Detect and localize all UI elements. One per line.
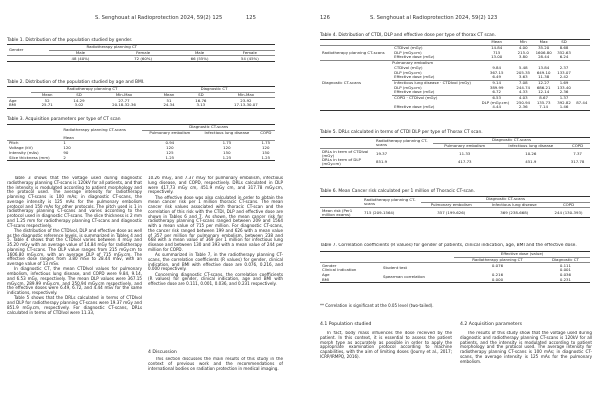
table-row: Gender Student test 0.076 0.111 (322, 262, 571, 271)
table1-cell: 72 (60%) (134, 55, 153, 61)
paragraph: The distribution of the CTDIvol, DLP and effective dose as well as the diagnostic reference levels, is summarized in Tables 4 and 5. Table 4 shows that the CTDIvol varies between 4 mGy and 35.20 mGy with an average value of 14.84 mGy for radiotherapy planning CT-scans. The DLP value ranges from 215 mGy.cm to 1606.80 mGy.cm, with an average DLP of 715 mGy.cm. The effective dose ranges from 3.80 mSv to 28.44 mSv, with an average value of 13 mSv. (7, 227, 142, 266)
right-page (300, 0, 600, 400)
body-column-right: The results of this study show that the voltage used during diagnostic and radiotherapy planning CT-scans is 120kV for all patients, and the intensity is modulated according to patient morphology and the protocol used. The average intensity for radiotherapy planning CT-scans is 100 mAs; in diagnostic CT-scans, the average intensity is 125 mAs for the pulmonary embolism. (460, 331, 592, 364)
table5: Radiotherapy planning CT-scans Diagnostic CT-scans Pulmonary embolism Infectious lung disease COPD DRLs in term of CTDIvol (mGy) 19.37 11.33 10.26 7.37 DRLs in term of DLP (mGy.cm) 851.9 417.73 451.9 317.78 (320, 137, 590, 168)
table7-note: ** Correlation is significant at the 0.05 level (two-tailed). (320, 303, 434, 308)
table2-col: Min-Max (115, 92, 133, 98)
table2-col: SD (198, 92, 204, 98)
table-row: DLP (mGy.cm) 250.94 135.73 392.82 87.44 (481, 99, 588, 105)
table4-group-label: Pulmonary embolism (392, 60, 434, 66)
table1-col: Male (194, 50, 205, 56)
table2-col: Mean (163, 92, 175, 98)
body-column-left (7, 176, 142, 396)
table-row: Age Spearman correlation 0.216 0.036 (322, 272, 571, 280)
table-row: COPD · CTDIvol (mGy) 6.53 4.03 8.67 1.37 (394, 94, 569, 100)
table2-col: Min-Max (237, 92, 255, 98)
table3-group-header: Radiotherapy planning CT-scans (63, 127, 126, 133)
table-row: Effective dose (mSv) 4.44 2.36 7.14 1.46 (320, 105, 590, 110)
paragraph: In diagnostic CT, the mean CTDIvol values for pulmonary embolism, infectious lung disease, and COPD were 9.84, 9.14, and 6.53 mGy, respectively. The mean DLP values were 367.15 mGy.cm, 289.99 mGy.cm, and 250.94 mGy.cm respectively, and the effective doses were 6.49, 6.72, and 4.44 mSv for the same indications, respectively. (7, 266, 142, 295)
table-row: Mean risk (Per1 million exams) 715 (209-1564) 357 (199-626) 369 (238-668) 244 (130-393) (320, 208, 590, 218)
table-row: DRLs in term of CTDIvol (mGy) 19.37 11.33 10.26 7.37 (322, 148, 582, 158)
table1-caption: Table 1. Distribution of the population studied by gender. (7, 38, 133, 43)
table2 (7, 86, 275, 109)
table-row: Pitch 1 0.94 1.75 1.75 (9, 140, 271, 146)
table-row: Effective dose (mSv) 13.00 3.80 28.44 6.24 (320, 55, 590, 60)
table-row: Radiotherapy planning CT-scans CTDIvol (mGy) 14.84 4.00 35.20 8.68 (320, 45, 590, 50)
table2-group-header: Radiotherapy planning CT (31, 87, 153, 93)
table-row: Effective dose (mSv) 6.49 3.63 11.38 2.42 (320, 75, 590, 80)
table-row: Effective dose (mSv) 6.72 4.33 12.14 2.36 (320, 90, 590, 95)
section-paragraph: This section discusses the main results of this study in the context of previous work and the recommendations of international bodies on radiation protection in medical imaging. (148, 357, 283, 371)
table-row: Age 52 14.29 27-77 51 16.76 23-92 (9, 97, 252, 103)
table2-col: Mean (41, 92, 53, 98)
table1-group-header: Radiotherapy planning CT (49, 45, 174, 51)
table-row: DLP (mGy.cm) 715 215.0 1606.80 352.63 (394, 49, 571, 55)
table4-side-label: Diagnostic CT-scans (322, 79, 361, 85)
table-row: BMI 25.71 3.02 20.18-32.36 24.34 3.13 17.13-30.07 (7, 103, 275, 108)
table1 (7, 44, 275, 62)
table7-caption: Table 7. Correlation coefficients (R values) for gender of patients, clinical indication, age, BMI and the effective dose. (320, 243, 577, 248)
body-column-right (148, 176, 283, 346)
running-head: S. Senghouat al Radioprotection 2024, 59(2) 123 (370, 15, 498, 21)
table4: Mean Min Max SD Radiotherapy planning CT-scans CTDIvol (mGy) 14.84 4.00 35.20 8.68 DLP (mGy.cm) 715 215.0 1606.80 352.63 Effective dose (mSv) 13.00 3.80 28.44 6.24 Diagnostic CT-scans Pulmonary embolism CTDIvol (mGy) 9.84 5.48 13.84 2.37 DLP (mGy.cm) 367.15 205.35 649.10 133.07 Effective dose (mSv) 6.49 3.63 11.38 2.42 Infectious lung disease · CTDIvol (mGy) 9.14 7.08 12.27 1.69 DLP (mGy.cm) 389.99 244.74 686.21 133.40 Effective dose (mSv) 6.72 4.33 12.14 2.36 COPD · CTDIvol (mGy) 6.53 4.03 8.67 1.37 DLP (mGy.cm) 250.94 135.73 392.82 87.44 Effective dose (mSv) 4.44 2.36 7.14 1.46 (320, 39, 590, 111)
running-head: S. Senghouat al Radioprotection 2024, 59(2) 125 (95, 15, 223, 21)
table6: Radiotherapy planning CT-scans Diagnostic CT-scans Pulmonary embolism Infectious lung disease COPD Mean risk (Per1 million exams) 715 (209-1564) 357 (199-626) 369 (238-668) 244 (130-393) (320, 196, 590, 218)
table1-col: Female (242, 50, 257, 56)
table5-caption: Table 5. DRLs calculated in terms of CTDI DLP per type of Thorax CT scan. (320, 130, 483, 135)
table-row: Slice thickness (mm) 2 1.25 1.25 1.25 (7, 155, 275, 160)
table7: Effective dose (value) Radiotherapy planning CT Diagnostic CT Gender Student test 0.076 0.111 Clinical indication 0.001 Age Spearman correlation 0.216 0.036 BMI 0.000 0.231 (320, 251, 590, 283)
paragraph: Table 3 shows that the voltage used during diagnostic radiotherapy planning CT-scans is 120kV for all patients, and that the intensity is modulated according to patient morphology and the protocol used. The average intensity for radiotherapy planning CT-scans is 100 mAs; in diagnostic CT-scans, the average intensity is 125 mAs for the pulmonary embolism protocol and 150 mAs for other protocols. The pitch used is 1 in radiotherapy planning CT-scans and varies according to the protocol used in diagnostic CT-scans. The slice thickness is 2 mm and 1.25 mm for radiotherapy planning CT-scans and diagnostic CT-scans respectively. (7, 176, 142, 228)
body-column-left: In fact, body mass influences the dose received by the patient. In this context, it is essential to assess the patient morph type as accurately as possible in order to apply the appropriate examination protocol according to machine capabilities, with the aim of limiting doses (Journy et al., 2017; ICRP/IRMPQ, 2016). (320, 331, 452, 359)
table2-col: SD (76, 92, 82, 98)
table3-group-header: Diagnostic CT-scans (142, 125, 275, 131)
table4-caption: Table 4. Distribution of CTDI, DLP and effective dose per type of thorax CT scan. (320, 33, 496, 38)
table-row: Intensity (mAs) 90 125 150 150 (9, 149, 270, 155)
paragraph: Concerning diagnostic CT-scans, the correlation coefficients (R values) for gender, clinical indication, age and BMI with effective dose are 0.111, 0.001, 0.036, and 0.231 respectively. (148, 271, 283, 286)
table2-caption: Table 2. Distribution of the population studied by age and BMI. (7, 80, 145, 85)
table-row: Clinical indication 0.001 (322, 267, 571, 273)
section-title: 4 Discussion (148, 350, 177, 355)
table4-group-label: Radiotherapy planning CT-scans (322, 49, 385, 55)
table-row: DRLs in term of DLP (mGy.cm) 851.9 417.73 451.9 317.78 (320, 158, 590, 167)
paragraph: As summarized in Table 7, in the radiotherapy planning CT-scans, the correlation coefficients (R values) for gender, clinical indication, and BMI with effective dose are 0.076, 0.216, and 0.000 respectively. (148, 252, 283, 272)
subsection-title: 4.1 Population studied (320, 322, 372, 327)
table-row: Infectious lung disease · CTDIvol (mGy) 9.14 7.08 12.27 1.69 (394, 79, 569, 85)
table1-col: Male (75, 50, 86, 56)
table-row: BMI 0.000 0.231 (320, 277, 590, 282)
table3-caption: Table 3. Acquisition parameters per type of CT scan (7, 117, 121, 122)
subsection-title: 4.2 Acquisition parameters (460, 322, 523, 327)
table3: Radiotherapy planning CT-scans Diagnostic CT-scans Pulmonary embolism Infectious lung disease COPD Mean Pitch 1 0.94 1.75 1.75 Voltage (kV) 120 120 120 120 Intensity (mAs) 90 125 150 150 Slice thickness (mm) 2 1.25 1.25 1.25 (7, 124, 275, 161)
table1-cell: 48 (40%) (71, 55, 90, 61)
table1-col: Female (136, 50, 151, 56)
paragraph: The effective dose was also calculated in order to obtain the mean cancer risk per 1 million thoracic CT-scans. The mean cancer risk values associated with thoracic CT-scan and the correlation of this risk with the CTDI, DLP and effective dose are shown in Tables 6 and 7. As shown, the mean cancer risk for radiotherapy planning CT-scans ranged between 209 and 1564 with a mean value of 715 per million. For diagnostic CT-scans, the cancer risk ranged between 199 and 626 with a mean value of 357 per million for pulmonary embolism, between 238 and 668 with a mean value of 369 per 1 million for infectious lung disease and between 130 and 393 with a mean value of 244 per million for COPD. (148, 194, 283, 252)
page-number: 126 (320, 15, 330, 21)
table-row: Voltage (kV) 120 120 120 120 (9, 145, 270, 151)
table-row: CTDIvol (mGy) 9.84 5.48 13.84 2.37 (394, 64, 569, 70)
table-row: DLP (mGy.cm) 367.15 205.35 649.10 133.07 (394, 69, 571, 75)
table2-group-header: Diagnostic CT (153, 87, 275, 93)
paragraph: 10.26 mGy, and 7.37 mGy for pulmonary embolism, infectious lung disease, and COPD, respectively. DRLs calculated in DLP were 417.73 mGy cm, 451.9 mGy cm, and 317.78 mGy.cm, respectively. (148, 176, 283, 195)
table-row: DLP (mGy.cm) 389.99 244.74 686.21 133.40 (394, 84, 571, 90)
table1-cell: 54 (45%) (240, 55, 259, 61)
table6-caption: Table 6. Mean Cancer risk calculated per 1 million of Thoracic CT-scan. (320, 189, 475, 194)
paragraph: Table 5 shows that the DRLs calculated in terms of CTDIvol and DLP for radiotherapy planning CT-scans were 19.37 mGy and 851.9 mGy.cm, respectively. For diagnostic CT-scans, DRLs calculated in terms of CTDIvol were 11.33, (7, 295, 142, 315)
table1-row-label: Gender (9, 47, 24, 53)
table1-cell: 66 (55%) (190, 55, 209, 61)
page-number: 125 (246, 15, 256, 21)
